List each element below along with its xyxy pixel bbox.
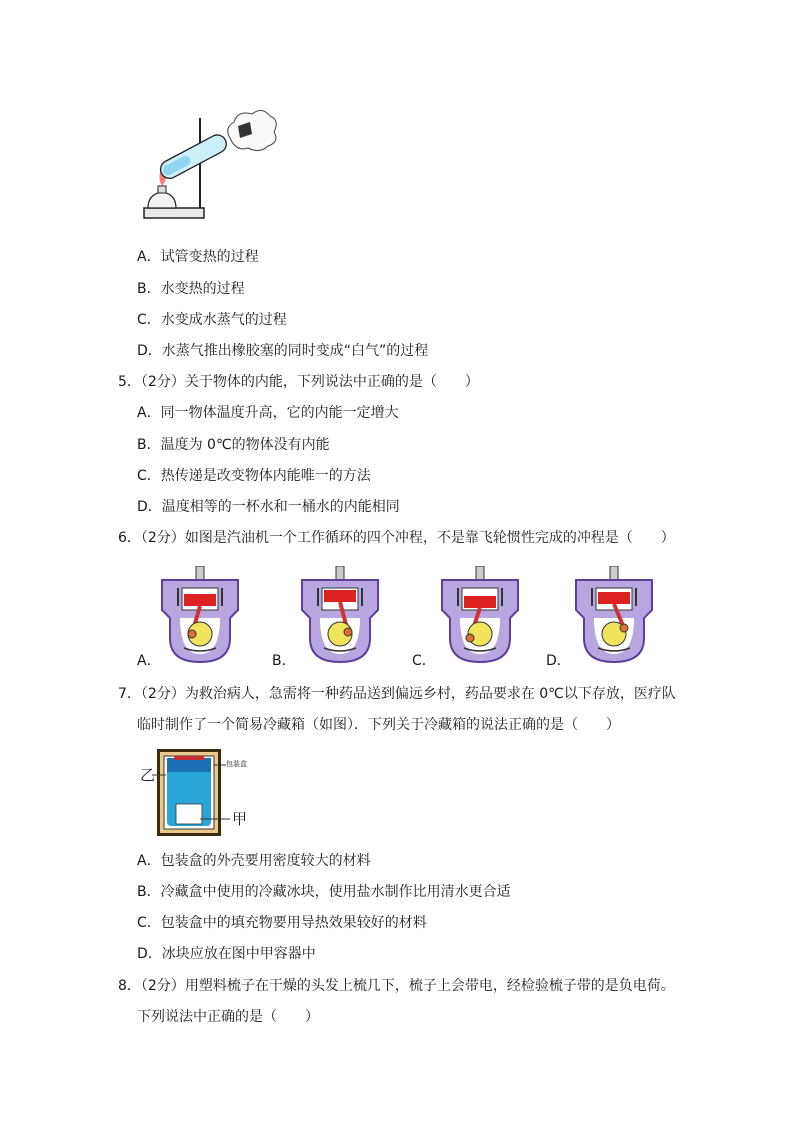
q7-label-jia: 甲 [232, 810, 248, 828]
q5-option-d: D．温度相等的一杯水和一桶水的内能相同 [137, 499, 400, 515]
q7-leader-jia [200, 816, 230, 822]
q7-option-d: D．冰块应放在图中甲容器中 [137, 946, 316, 962]
q6-figure-label-c: C． [412, 653, 436, 669]
q6-figure-label-a: A． [137, 653, 161, 669]
engine-stroke-figure-c [438, 566, 522, 666]
q5-option-a: A．同一物体温度升高，它的内能一定增大 [137, 405, 399, 421]
q7-option-c: C．包装盒中的填充物要用导热效果较好的材料 [137, 915, 427, 931]
q7-leader-yi [152, 772, 166, 778]
q6-figure-label-d: D． [546, 653, 571, 669]
engine-stroke-figure-d [572, 566, 656, 666]
q8-stem-line2: 下列说法中正确的是（ ） [137, 1009, 319, 1025]
engine-stroke-figure-b [298, 566, 382, 666]
q4-option-d: D．水蒸气推出橡胶塞的同时变成“白气”的过程 [137, 343, 429, 359]
q7-option-b: B．冷藏盒中使用的冷藏冰块，使用盐水制作比用清水更合适 [137, 884, 511, 900]
q7-label-box: 包装盒 [226, 760, 247, 768]
q7-stem-line1: 7．（2分）为救治病人，急需将一种药品送到偏远乡村，药品要求在 0℃以下存放，医疗队 [118, 686, 676, 702]
q6-figure-label-b: B． [272, 653, 296, 669]
q8-stem-line1: 8．（2分）用塑料梳子在干燥的头发上梳几下，梳子上会带电，经检验梳子带的是负电荷。 [118, 978, 675, 994]
engine-stroke-figure-a [158, 566, 242, 666]
q4-option-a: A．试管变热的过程 [137, 249, 259, 265]
q5-stem: 5．（2分）关于物体的内能，下列说法中正确的是（ ） [118, 374, 479, 390]
test-tube-apparatus-figure [138, 108, 278, 228]
q7-stem-line2: 临时制作了一个简易冷藏箱（如图）．下列关于冷藏箱的说法正确的是（ ） [137, 717, 620, 733]
q7-label-yi: 乙 [140, 766, 156, 784]
q7-option-a: A．包装盒的外壳要用密度较大的材料 [137, 853, 371, 869]
cooler-box-figure [156, 748, 222, 838]
q5-option-b: B．温度为 0℃的物体没有内能 [137, 437, 330, 453]
q6-stem: 6．（2分）如图是汽油机一个工作循环的四个冲程，不是靠飞轮惯性完成的冲程是（ ） [118, 530, 675, 546]
q5-option-c: C．热传递是改变物体内能唯一的方法 [137, 468, 371, 484]
q4-option-c: C．水变成水蒸气的过程 [137, 312, 287, 328]
q4-option-b: B．水变热的过程 [137, 281, 245, 297]
q7-leader-box [214, 762, 226, 768]
